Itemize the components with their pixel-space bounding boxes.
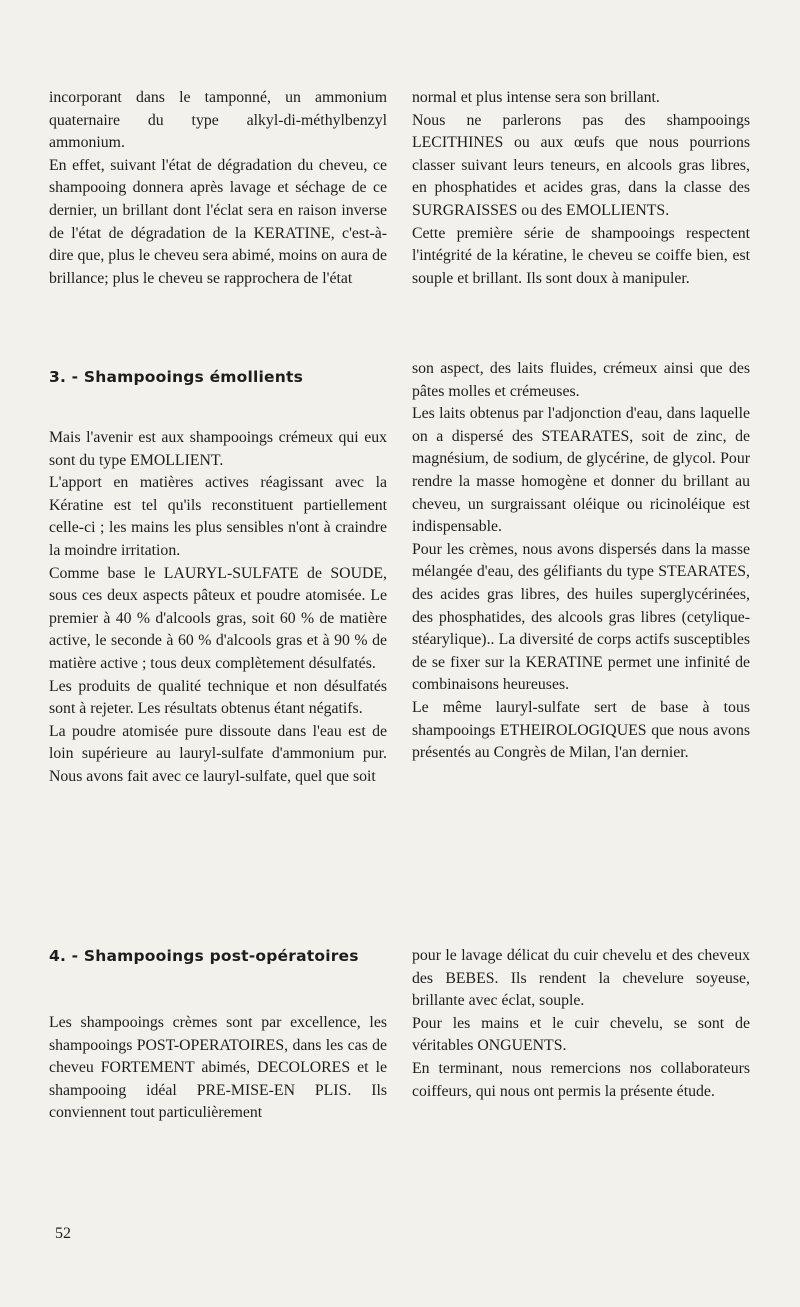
paragraph: Les shampooings crèmes sont par excellence, les shampooings POST-OPERATOIRES, dans les cas de cheveu FORTEMENT abimés, DECOLORES et le shampooing idéal PRE-MISE-EN PLIS. Ils conviennent tout particulièrement	[49, 1014, 387, 1122]
paragraph: Pour les mains et le cuir chevelu, se sont de véritables ONGUENTS.	[412, 1014, 750, 1055]
paragraph: En effet, suivant l'état de dégradation du cheveu, ce shampooing donnera après lavage et séchage de ce dernier, un brillant dont l'éclat sera en raison inverse de l'état de dégradation de la KERATINE, c'est-à-dire que, plus le cheveu sera abimé, moins on aura de brillance; plus le cheveu se rapprochera de l'état	[49, 156, 387, 287]
paragraph: Les laits obtenus par l'adjonction d'eau, dans laquelle on a dispersé des STEARATES, soit de zinc, de magnésium, de sodium, de glycérine, de glycol. Pour rendre la masse homogène et donner du brillant au cheveu, un surgraissant oléique ou ricinoléique est indispensable.	[412, 405, 750, 536]
section-4-heading: 4. - Shampooings post-opératoires	[49, 947, 359, 965]
paragraph: L'apport en matières actives réagissant avec la Kératine est tel qu'ils reconstituent partiellement celle-ci ; les mains les plus sensibles n'ont à craindre la moindre irritation.	[49, 474, 387, 559]
paragraph: La poudre atomisée pure dissoute dans l'eau est de loin supérieure au lauryl-sulfate d'ammonium pur. Nous avons fait avec ce lauryl-sulfate, quel que soit	[49, 722, 387, 785]
right-column-block-3	[412, 945, 750, 1103]
paragraph: son aspect, des laits fluides, crémeux ainsi que des pâtes molles et crémeuses.	[412, 360, 750, 400]
left-column-block-2	[49, 427, 387, 789]
paragraph: incorporant dans le tamponné, un ammonium quaternaire du type alkyl-di-méthylbenzyl ammonium.	[49, 89, 387, 152]
paragraph: Comme base le LAURYL-SULFATE de SOUDE, sous ces deux aspects pâteux et poudre atomisée. Le premier à 40 % d'alcools gras, soit 60 % de matière active, le seconde à 60 % d'alcools gras et à 90 % de matière active ; tous deux complètement désulfatés.	[49, 564, 387, 672]
paragraph: Nous ne parlerons pas des shampooings LECITHINES ou aux œufs que nous pourrions classer suivant leurs teneurs, en alcools gras libres, en phosphatides et acides gras, dans la classe des SURGRAISSES ou des EMOLLIENTS.	[412, 111, 750, 219]
paragraph: Mais l'avenir est aux shampooings crémeux qui eux sont du type EMOLLIENT.	[49, 429, 387, 469]
left-column-block-1	[49, 87, 387, 290]
right-column-block-2	[412, 358, 750, 765]
paragraph: normal et plus intense sera son brillant.	[412, 89, 660, 106]
paragraph: En terminant, nous remercions nos collaborateurs coiffeurs, qui nous ont permis la présente étude.	[412, 1059, 750, 1100]
paragraph: Pour les crèmes, nous avons dispersés dans la masse mélangée d'eau, des gélifiants du type STEARATES, des acides gras libres, des huiles superglycérinées, des phosphatides, des alcools gras libres (cetylique-stéarylique).. La diversité de corps actifs susceptibles de se fixer sur la KERATINE permet une infinité de combinaisons heureuses.	[412, 540, 750, 694]
paragraph: Les produits de qualité technique et non désulfatés sont à rejeter. Les résultats obtenus étant négatifs.	[49, 677, 387, 718]
paragraph: pour le lavage délicat du cuir chevelu et des cheveux des BEBES. Ils rendent la chevelure soyeuse, brillante avec éclat, souple.	[412, 947, 750, 1010]
paragraph: Le même lauryl-sulfate sert de base à tous shampooings ETHEIROLOGIQUES que nous avons présentés au Congrès de Milan, l'an dernier.	[412, 698, 750, 762]
left-column-block-3	[49, 1012, 387, 1125]
paragraph: Cette première série de shampooings respectent l'intégrité de la kératine, le cheveu se coiffe bien, est souple et brillant. Ils sont doux à manipuler.	[412, 224, 750, 287]
right-column-block-1	[412, 87, 750, 290]
section-3-heading: 3. - Shampooings émollients	[49, 368, 303, 386]
page-number: 52	[55, 1225, 71, 1242]
